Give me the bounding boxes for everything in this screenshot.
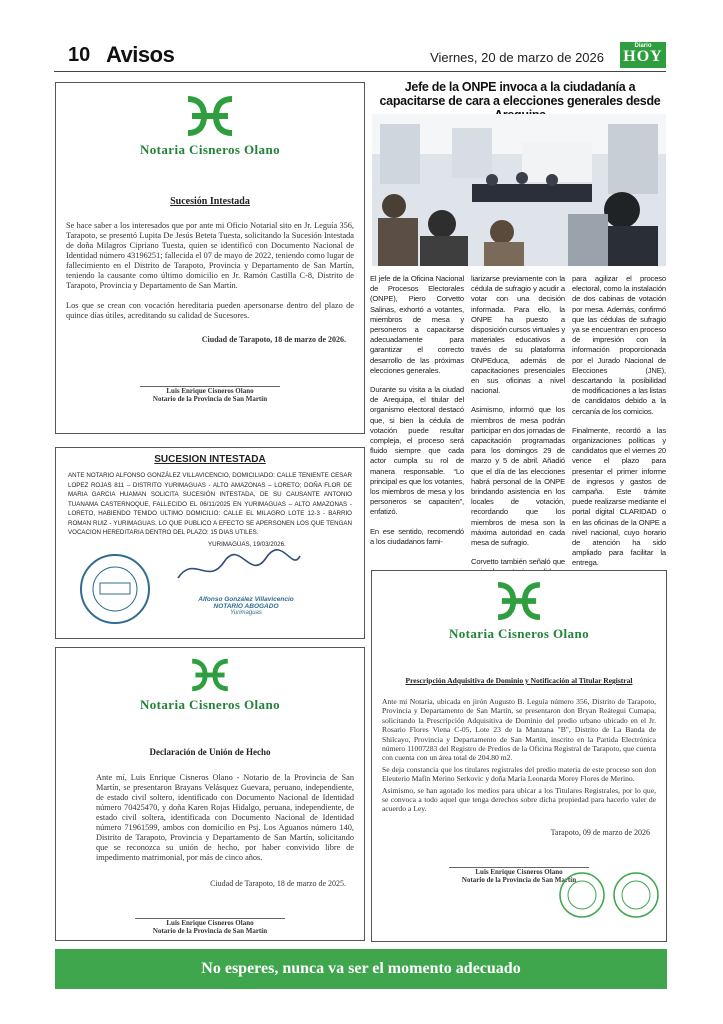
paragraph: Corvetto también señaló que	[471, 557, 565, 567]
paragraph: Asimismo, informó que los miembros de mesa podrán participar en dos jornadas de capacitación programadas para los domingos 29 de marzo y 5 de abril. Añadió que el día de las elecciones habrá personal de la ONPE brindando asistencia en los locales de votación, recordando que los miembros de mesa son la máxima autoridad en cada mesa de sufragio.	[471, 405, 565, 548]
place-date: Ciudad de Tarapoto, 18 de marzo de 2026.	[201, 335, 346, 344]
notice-body: ANTE NOTARIO ALFONSO GONZÁLEZ VILLAVICENCIO, DOMICILIADO: CALLE TENIENTE CESAR LOPEZ ROJAS 811 – DISTRITO YURIMAGUAS - ALTO AMAZONAS – LORETO; DOÑA FLOR DE MARIA GARCIA HUAMAN SOLICITA SUCESIÓN INTESTADA, DE SU CAUSANTE ANTONIO TUANAMA CASTERNOQUE, FALLECIDO EL 06/11/2025 EN YURIMAGUAS – ALTO AMAZONAS - LORETO, HABIENDO TENIDO ULTIMO DOMICILIO: CALLE EL MILAGRO LOTE 12-3 - BARRIO ROMAN RUIZ - YURIMAGUAS. LO QUE PUBLICO A EFECTO SE APERSONEN LOS QUE TENGAN VOCACION HEREDITARIA DENTRO DEL PLAZO: 15 DIAS UTILES.	[68, 472, 352, 536]
news-column-3	[572, 274, 666, 569]
notice-body: Ante mi Notaría, ubicada en jirón Augusto B. Leguía número 356, Distrito de Tarapoto, Provincia y Departamento de San Martín, se presentaron don Bryan Reátegui Cumapa, solicitando la Prescripción Adquisitiva de Dominio del predio urbano ubicado en el Jr. Rosario Flores Viena C-05, Lote 23 de la Manzana "B", Distrito de La Banda de Shilcayo, Provincia y Departamento de San Martín, inscrito en la Partida Electrónica número 11007283 del Registro de Predios de la Oficina Registral de Tarapoto, que cuenta con cuenta con un área total de 204.80 m2.	[382, 697, 656, 763]
paragraph: En ese sentido, recomendó a los ciudadanos fami-	[370, 526, 464, 546]
page-number: 10	[68, 44, 91, 66]
place-date: Ciudad de Tarapoto, 18 de marzo de 2025.	[210, 879, 346, 888]
notary-brand	[372, 581, 666, 642]
notice-body-2: Los que se crean con vocación hereditaria pueden apersonarse dentro del plazo de quince días útiles, acreditando su calidad de Sucesores.	[66, 301, 354, 320]
page-header	[54, 38, 666, 72]
place-date: Tarapoto, 09 de marzo de 2026	[550, 827, 650, 837]
notice-union-de-hecho	[55, 647, 365, 941]
news-photo[interactable]	[372, 114, 666, 266]
paragraph: Durante su visita a la ciudad de Arequipa, el titular del organismo electoral destacó que, si bien la cédula de votación puede resultar compleja, el proceso será fluido siempre que cada actor cumpla su rol de manera responsable. “Lo principal es que los votantes, los miembros de mesa y los personeros se capaciten”, enfatizó.	[370, 385, 464, 517]
notice-title: Sucesión Intestada	[170, 196, 250, 207]
issue-date: Viernes, 20 de marzo de 2026	[430, 50, 604, 65]
logo-small-text: Diario	[634, 43, 652, 49]
notary-seal-icon	[612, 871, 660, 919]
footer-banner: No esperes, nunca va ser el momento adecuado	[55, 949, 667, 989]
paragraph: Finalmente, recordó a las organizaciones políticas y candidatos que el viernes 20 vence el plazo para presentar el primer informe de ingresos y gastos de campaña. Este trámite puede realizarse mediante el portal digital CLARIDAD o en las oficinas de la ONPE a nivel nacional, cuyo horario de atención ha sido ampliado para facilitar la entrega.	[572, 425, 666, 568]
paragraph: liarizarse previamente con la cédula de sufragio y acudir a votar con una decisión informada. Para ello, la ONPE ha puesto a disposición cursos virtuales y materiales educativos a través de su plataforma ONPEduca, además de capacitaciones presenciales en sus oficinas a nivel nacional.	[471, 274, 565, 396]
paragraph: El jefe de la Oficina Nacional de Procesos Electorales (ONPE), Piero Corvetto Salinas, exhortó a votantes, miembros de mesa y personeros a capacitarse adecuadamente para garantizar el correcto desarrollo de las próximas elecciones generales.	[370, 274, 464, 375]
notary-logo-icon	[491, 581, 547, 621]
notary-logo-icon	[182, 95, 238, 137]
notice-title: SUCESION INTESTADA	[154, 454, 266, 465]
notice-title: Prescripción Adquisitiva de Dominio y Notificación al Titular Registral	[405, 676, 633, 685]
notary-logo-icon	[187, 658, 233, 692]
notary-brand	[56, 95, 364, 158]
notice-body: Ante mí, Luis Enrique Cisneros Olano - Notario de la Provincia de San Martín, se presentaron Brayans Velásquez Guevara, peruano, independiente, de estado civil soltero, identificado con Documento Nacional de Identidad número 70425470, y doña Karen Rojas Hidalgo, peruana, independiente, de estado civil soltera, identificada con Documento Nacional de Identidad número 71961599, ambos con domicilio en Psj. Los Aguanos número 140, Distrito de Tarapoto, Provincia y Departamento de San Martín, solicitando que se reconozca su unión de hecho, por haber convivido libre de impedimento matrimonial, por más de cinco años.	[96, 773, 354, 862]
news-column-1	[370, 274, 464, 547]
notice-body-3: Asimismo, se han agotado los medios para ubicar a los Titulares Registrales, por lo que, se convoca a todo aquel que tenga derechos sobre dicha propiedad para hacerlo valer de acuerdo a Ley.	[382, 785, 656, 814]
news-headline: Jefe de la ONPE invoca a la ciudadanía a capacitarse de cara a elecciones generales desde	[379, 80, 661, 108]
notary-name: Notaria Cisneros Olano	[448, 626, 589, 641]
section-title: Avisos	[106, 42, 175, 67]
notice-title: Declaración de Unión de Hecho	[149, 747, 271, 757]
notary-name: Notaria Cisneros Olano	[139, 142, 280, 157]
press-conference-photo-icon	[372, 114, 666, 266]
signer-name: Luis Enrique Cisneros Olano	[475, 867, 563, 876]
handwritten-signature-icon	[174, 548, 304, 588]
logo-big-text: HOY	[623, 48, 663, 65]
signer-name: Luis Enrique Cisneros Olano	[166, 387, 254, 395]
notary-signature-block	[186, 596, 306, 616]
notice-prescripcion-adquisitiva	[371, 570, 667, 942]
notary-brand	[56, 658, 364, 713]
notice-sucesion-intestada-tarapoto	[55, 82, 365, 434]
paragraph: para agilizar el proceso electoral, como la instalación de dos cabinas de votación por mesa. Además, confirmó que las cédulas de sufragio ya se encuentran en proceso de impresión con la información proporcionada por el Jurado Nacional de Elecciones (JNE), descartando la posibilidad de modificaciones a las listas de candidatos debido a la cercanía de los comicios.	[572, 274, 666, 416]
signer-title: Notario de la Provincia de San Martín	[152, 395, 268, 403]
notice-body-2: Se deja constancia que los titulares registrales del predio materia de este proceso son don Eleuterio Mafín Merino Serkovic y doña María Leonarda Morey Flores de Merino.	[382, 764, 656, 784]
notary-name: Notaria Cisneros Olano	[139, 697, 280, 712]
notice-sucesion-intestada-yurimaguas	[55, 447, 365, 639]
signer-title: NOTARIO ABOGADO	[213, 603, 279, 610]
notary-seal-icon	[558, 871, 606, 919]
newspaper-logo[interactable]	[620, 42, 666, 68]
signer-title: Notario de la Provincia de San Martín	[152, 927, 268, 935]
news-column-2	[471, 274, 565, 578]
signer-title: Notario de la Provincia de San Martín	[461, 875, 577, 884]
signer-place: Yurimaguas	[230, 610, 262, 616]
notice-body: Se hace saber a los interesados que por ante mi Oficio Notarial sito en Jr. Leguía 356, Tarapoto, se presentó Lupita De Jesús Beteta Tuesta, solicitando la Sucesión Intestada de doña Milagros Cipriano Tuesta, quien se identificó con Documento Nacional de Identidad número 43196251; fallecida el 07 de mayo de 2022, teniendo como lugar de fallecimiento en el Distrito de Tarapoto, Provincia y Departamento de San Martín, teniendo la causante como último domicilio en Jr. Ramón Castilla C-8, Distrito de Tarapoto, Provincia y Departamento de San Martín.	[66, 221, 354, 290]
signer-name: Luis Enrique Cisneros Olano	[166, 919, 254, 927]
place-date: YURIMAGUAS, 19/03/2026.	[208, 540, 286, 548]
signer-name: Alfonso González Villavicencio	[198, 596, 294, 603]
notary-seal-icon	[78, 552, 152, 626]
